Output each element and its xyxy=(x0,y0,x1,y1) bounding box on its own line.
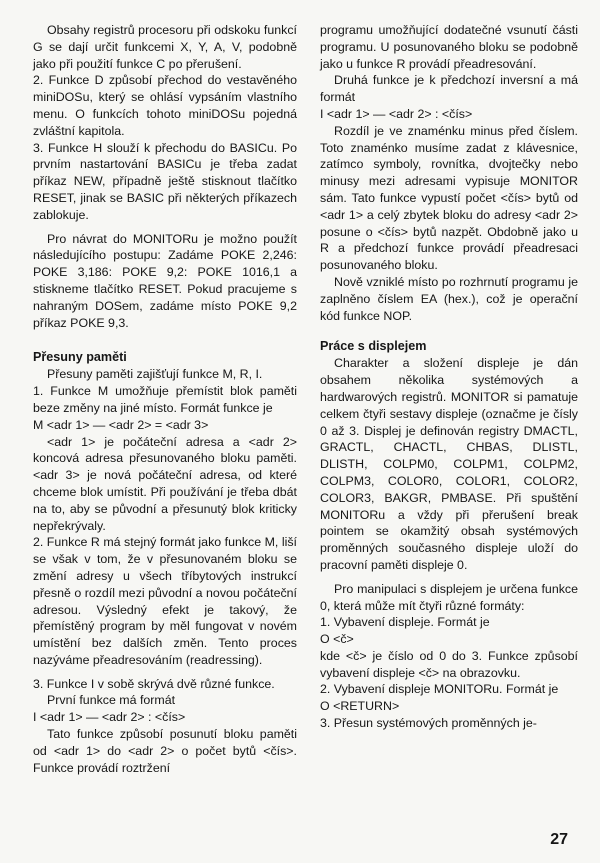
section-heading: Přesuny paměti xyxy=(33,350,127,365)
paragraph: Charakter a složení displeje je dán obsahem několika systémových a hardwarových registrů. MONITOR si pamatuje celkem čtyři sestavy displeje (označme je čísly 0 až 3. Displej je definován registry DMACTL, GRACTL, CHACTL, CHBAS, DLISTL, DLISTH, COLPM0, COLPM1, COLPM2, COLPM3, COLOR0, COLOR1, COLOR2, COLOR3, BAKGR, PMBASE. Při spuštění MONITORu a vždy při přerušení break pointem se okamžitý obsah systémových proměnných současného displeje uloží do pracovní paměti displeje 0. xyxy=(320,356,578,572)
paragraph: 1. Funkce M umožňuje přemístit blok paměti beze změny na jiné místo. Formát funkce je xyxy=(33,384,297,415)
paragraph: 2. Funkce R má stejný formát jako funkce M, liší se však v tom, že v přesunovaném bloku se změní adresy u všech tříbytových instrukcí přesně o rozdíl mezi původní a novou počáteční adresou. Výsledný efekt je takový, že přemístěný program by měl fungovat v novém umístění bez dalších změn. Tento proces nazýváme přeadresováním (readressing). xyxy=(33,535,297,667)
paragraph: 3. Přesun systémových proměnných je- xyxy=(320,716,537,731)
paragraph: <adr 1> je počáteční adresa a <adr 2> koncová adresa přesunovaného bloku paměti. <adr 3> je nová počáteční adresa, od které chceme blok umístit. Při používání je třeba dbát na to, aby se původní a přesunutý blok kriticky nepřekrývaly. xyxy=(33,434,297,533)
right-column xyxy=(320,22,578,732)
paragraph: 3. Funkce I v sobě skrývá dvě různé funkce. xyxy=(33,676,275,691)
paragraph: První funkce má formát xyxy=(47,693,176,708)
paragraph: kde <č> je číslo od 0 do 3. Funkce způsobí vybavení displeje <č> na obrazovku. xyxy=(320,648,578,680)
paragraph: 1. Vybavení displeje. Formát je xyxy=(320,615,490,630)
format-line: I <adr 1> — <adr 2> : <čís> xyxy=(33,710,186,725)
paragraph: Obsahy registrů procesoru při odskoku funkcí G se dají určit funkcemi X, Y, A, V, podobně jako při použití funkce C po přerušení. xyxy=(33,23,297,71)
format-line: M <adr 1> — <adr 2> = <adr 3> xyxy=(33,417,209,432)
left-column xyxy=(33,22,297,776)
paragraph: 2. Vybavení displeje MONITORu. Formát je xyxy=(320,682,559,697)
page-number: 27 xyxy=(550,831,568,848)
paragraph: Nově vzniklé místo po rozhrnutí programu je zaplněno číslem EA (hex.), což je operační kód funkce NOP. xyxy=(320,274,578,323)
paragraph: Tato funkce způsobí posunutí bloku paměti od <adr 1> do <adr 2> o počet bytů <čís>. Funkce provádí roztržení xyxy=(33,727,297,775)
format-line: O <RETURN> xyxy=(320,699,400,714)
paragraph: Druhá funkce je k předchozí inversní a má formát xyxy=(320,73,578,105)
paragraph: Pro manipulaci s displejem je určena funkce 0, která může mít čtyři různé formáty: xyxy=(320,581,578,613)
format-line: O <č> xyxy=(320,632,354,647)
paragraph: Rozdíl je ve znaménku minus před číslem. Toto znaménko musíme zadat z klávesnice, zatímco symboly, rovnítka, dvojtečky nebo minusy mezi adresami vypisuje MONITOR sám. Tato funkce vypustí počet <čís> bytů od <adr 1> a celý zbytek bloku do adresy <adr 2> posune o <čís> bytů nazpět. Obdobně jako u R a předchozí funkce provádí přeadresaci posunovaného bloku. xyxy=(320,123,578,273)
paragraph: Přesuny paměti zajišťují funkce M, R, I. xyxy=(47,367,263,382)
paragraph: 2. Funkce D způsobí přechod do vestavěného miniDOSu, který se ohlásí vypsáním vlastního menu. O funkcích tohoto miniDOSu pojedná zvláštní kapitola. xyxy=(33,73,297,138)
paragraph: Pro návrat do MONITORu je možno použít následujícího postupu: Zadáme POKE 2,246: POKE 3,186: POKE 9,2: POKE 1016,1 a stiskneme tlačítko RESET. Pokud pracujeme s nahraným DOSem, zadáme místo POKE 9,2 příkaz POKE 9,3. xyxy=(33,231,297,330)
section-heading: Práce s displejem xyxy=(320,339,427,354)
format-line: I <adr 1> — <adr 2> : <čís> xyxy=(320,106,473,121)
paragraph: programu umožňující dodatečné vsunutí části programu. U posunovaného bloku se podobně jako u funkce R provádí přeadresování. xyxy=(320,23,578,71)
paragraph: 3. Funkce H slouží k přechodu do BASICu. Po prvním nastartování BASICu je třeba zadat příkaz NEW, případně ještě stisknout tlačítko RESET, jinak se BASIC při některých příkazech zablokuje. xyxy=(33,140,297,222)
